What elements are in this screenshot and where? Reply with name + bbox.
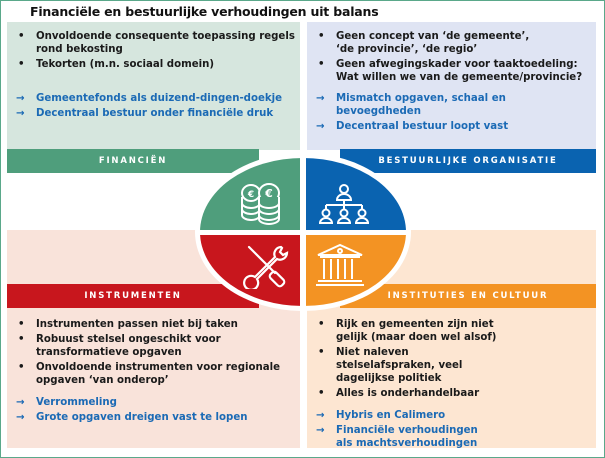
band-label: FINANCIËN [98, 156, 168, 166]
svg-text:€: € [247, 190, 255, 200]
band-label: INSTITUTIES EN CULTUUR [387, 291, 549, 301]
bullet: • Geen concept van ‘de gemeente’, ‘de provincie’, ‘de regio’ [312, 30, 597, 56]
consequence: → Decentraal bestuur onder financiële druk [12, 107, 297, 120]
band-label: INSTRUMENTEN [84, 291, 182, 301]
consequence: → Mismatch opgaven, schaal en bevoegdheden [312, 92, 597, 118]
instituties-en-cultuur-content [312, 318, 597, 452]
coins-euro-icon [238, 183, 288, 225]
consequence: → Grote opgaven dreigen vast te lopen [12, 411, 297, 424]
org-chart-icon [318, 183, 370, 225]
bullet: • Instrumenten passen niet bij taken [12, 318, 297, 331]
consequence: → Financiële verhoudingen als machtsverhoudingen [312, 424, 597, 450]
svg-text:€: € [265, 187, 273, 200]
consequence: → Verrommeling [12, 396, 297, 409]
wrench-screwdriver-icon [243, 243, 289, 289]
bestuurlijke-organisatie-content [312, 30, 597, 135]
bullet: • Rijk en gemeenten zijn niet gelijk (maar doen wel alsof) [312, 318, 597, 344]
instrumenten-content [12, 318, 297, 426]
bullet: • Geen afwegingskader voor taaktoedeling: Wat willen we van de gemeente/provincie? [312, 58, 597, 84]
consequence: → Hybris en Calimero [312, 409, 597, 422]
financien-content [12, 30, 297, 122]
bullet: • Onvoldoende instrumenten voor regionale opgaven ‘van onderop’ [12, 361, 297, 387]
bullet: • Alles is onderhandelbaar [312, 387, 597, 400]
institution-building-icon [314, 243, 366, 287]
bullet: • Robuust stelsel ongeschikt voor transformatieve opgaven [12, 333, 297, 359]
central-circle [194, 153, 412, 311]
consequence: → Decentraal bestuur loopt vast [312, 120, 597, 133]
band-label: BESTUURLIJKE ORGANISATIE [378, 156, 558, 166]
diagram-title: Financiële en bestuurlijke verhoudingen uit balans [30, 4, 379, 19]
bullet: • Tekorten (m.n. sociaal domein) [12, 58, 297, 71]
consequence: → Gemeentefonds als duizend-dingen-doekje [12, 92, 297, 105]
bullet: • Onvoldoende consequente toepassing regels rond bekosting [12, 30, 297, 56]
bullet: • Niet naleven stelselafspraken, veel dagelijkse politiek [312, 346, 597, 385]
